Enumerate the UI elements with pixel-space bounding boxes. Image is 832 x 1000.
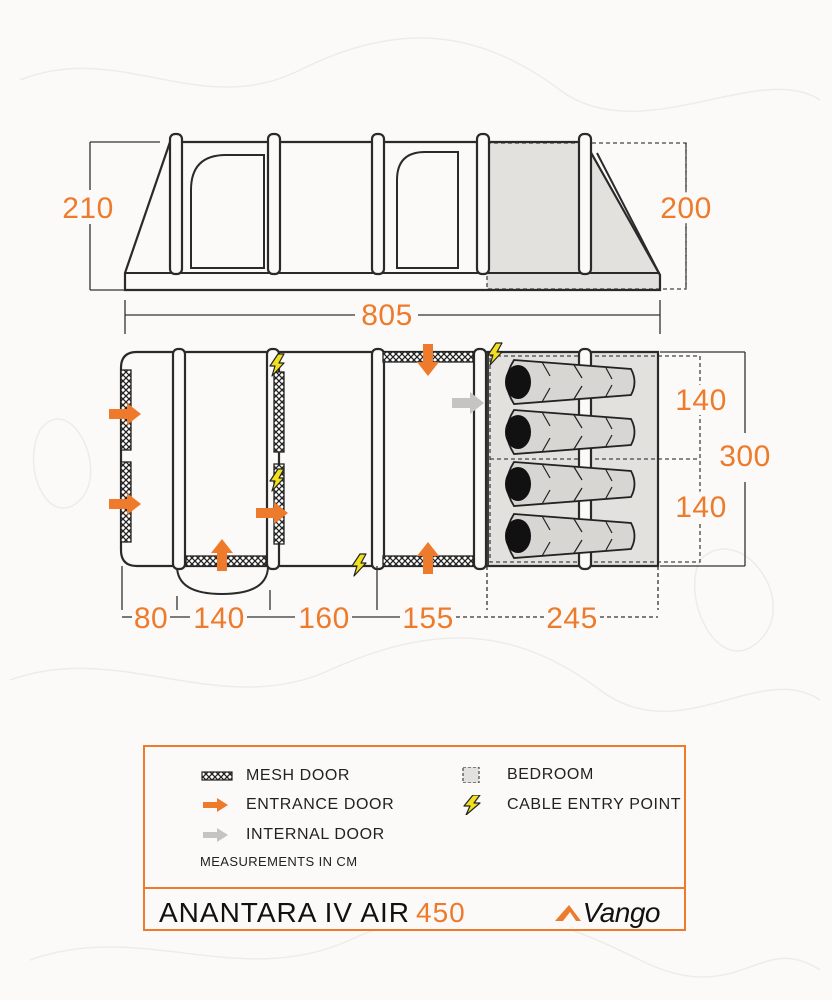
brand-logo (555, 897, 660, 929)
height-front-label: 210 (62, 192, 114, 225)
legend-internal-door-label: INTERNAL DOOR (246, 826, 385, 843)
side-window-2 (397, 152, 458, 268)
side-elevation (58, 134, 712, 334)
plan-view (109, 343, 771, 635)
segment-third-label: 155 (402, 602, 454, 635)
product-title (159, 897, 466, 929)
segment-living-label: 140 (193, 602, 245, 635)
height-rear-label: 200 (660, 192, 712, 225)
side-window-1 (191, 155, 264, 268)
segment-porch-label: 80 (133, 602, 169, 635)
entrance-door-arrow-icon (200, 797, 236, 813)
legend-cable-entry (461, 796, 681, 814)
legend-box (143, 745, 686, 931)
legend-mesh-door-label: MESH DOOR (246, 767, 351, 784)
side-bedroom-area (487, 142, 660, 290)
product-model: 450 (416, 897, 466, 928)
legend-cable-entry-label: CABLE ENTRY POINT (507, 796, 682, 813)
vango-logo-icon (555, 903, 581, 923)
bedroom-1-width-label: 140 (675, 384, 727, 417)
legend-bedroom (461, 766, 594, 784)
legend-entrance-door (200, 796, 394, 814)
cable-entry-icon (461, 797, 497, 813)
legend-mesh-door (200, 767, 350, 785)
legend-divider (145, 887, 684, 889)
mesh-door-icon (200, 768, 236, 784)
segment-middle-label: 160 (298, 602, 350, 635)
measurements-note: MEASUREMENTS IN CM (200, 854, 358, 869)
legend-internal-door (200, 826, 385, 844)
internal-door-arrow-icon (200, 827, 236, 843)
segment-bedroom-label: 245 (546, 602, 598, 635)
legend-entrance-door-label: ENTRANCE DOOR (246, 796, 395, 813)
width-label: 300 (719, 440, 771, 473)
legend-bedroom-label: BEDROOM (507, 766, 594, 783)
product-name: ANANTARA IV AIR (159, 897, 410, 928)
brand-name: Vango (582, 897, 660, 928)
length-label: 805 (361, 299, 413, 332)
bedroom-2-width-label: 140 (675, 491, 727, 524)
cable-entry-points (270, 343, 502, 576)
bedroom-icon (461, 767, 497, 783)
